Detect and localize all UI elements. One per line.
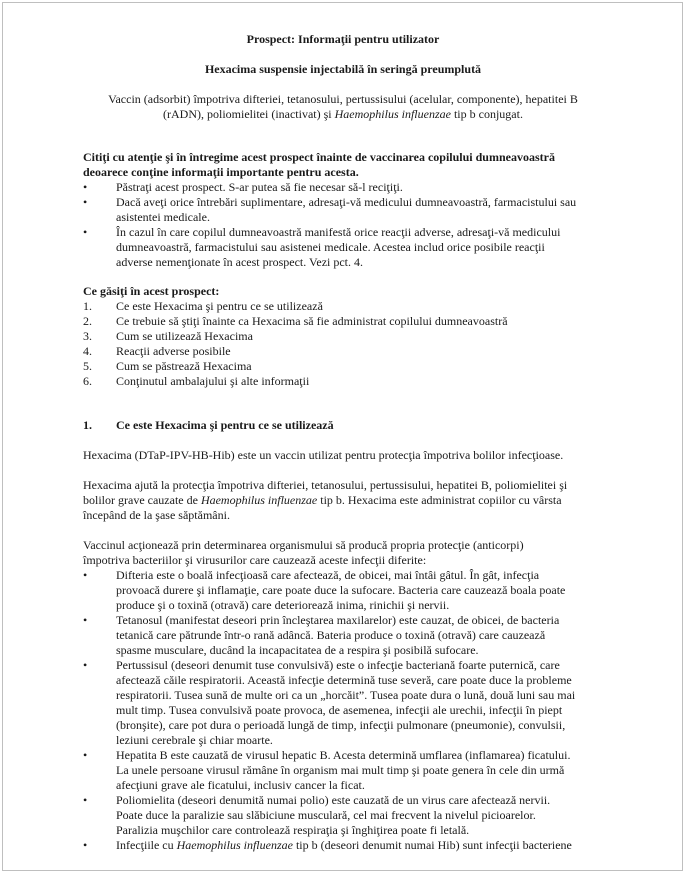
bullet-glyph: •: [83, 180, 88, 194]
page-title: Prospect: Informaţii pentru utilizator: [246, 32, 440, 46]
section-1-paragraph-2-line-1: Hexacima ajută la protecţia împotriva difteriei, tetanosului, pertussisului, hepatitei B, poliomielitei şi: [83, 478, 568, 492]
section-1-paragraph-3-line-1: Vaccinul acţionează prin determinarea organismului să producă propria protecţie (anticorpi): [83, 538, 524, 552]
description-line-2: (rADN), poliomielitei (inactivat) şi Haemophilus influenzae tip b conjugat.: [163, 107, 523, 121]
bullet-glyph: •: [83, 793, 88, 807]
bullet-glyph: •: [83, 613, 88, 627]
toc-heading: Ce găsiţi în acest prospect:: [83, 284, 220, 298]
bullet-glyph: •: [83, 748, 88, 762]
list-item-text: adverse nemenţionate în acest prospect. Vezi pct. 4.: [116, 255, 364, 269]
section-1-paragraph-2-line-2: bolilor grave cauzate de Haemophilus influenzae tip b. Hexacima este administrat copiilor cu vârsta: [83, 493, 562, 507]
section-1-paragraph-2-line-3: începând de la şase săptămâni.: [83, 508, 230, 522]
section-1-paragraph-1: Hexacima (DTaP-IPV-HB-Hib) este un vaccin utilizat pentru protecţia împotriva bolilor infecţioase.: [83, 448, 564, 462]
warning-line-2: deoarece conţine informaţii importante pentru acesta.: [83, 165, 359, 179]
bullet-glyph: •: [83, 225, 88, 239]
section-1-paragraph-3-line-2: împotriva bacteriilor şi virusurilor care cauzează aceste infecţii diferite:: [83, 553, 427, 567]
bullet-glyph: •: [83, 568, 88, 582]
description-line-1: Vaccin (adsorbit) împotriva difteriei, tetanosului, pertussisului (acelular, componente), hepatitei B: [108, 92, 578, 106]
list-item-text: dumneavoastră, farmacistului sau asistenei medicale. Acestea includ orice posibile reacţii: [116, 240, 545, 254]
bullet-glyph: •: [83, 838, 88, 852]
list-item-text: Păstraţi acest prospect. S-ar putea să fie necesar să-l reciţiţi.: [116, 180, 403, 194]
product-name: Hexacima suspensie injectabilă în seringă preumplută: [204, 62, 482, 76]
bullet-glyph: •: [83, 658, 88, 672]
warning-line-1: Citiţi cu atenţie şi în întregime acest prospect înainte de vaccinarea copilului dumneavoastră: [83, 150, 555, 164]
list-item-text: În cazul în care copilul dumneavoastră manifestă orice reacţii adverse, adresaţi-vă medicului: [116, 225, 561, 239]
list-item-text: asistentei medicale.: [116, 210, 210, 224]
bullet-glyph: •: [83, 195, 88, 209]
list-item-text: Dacă aveţi orice întrebări suplimentare, adresaţi-vă medicului dumneavoastră, farmacistului sau: [116, 195, 577, 209]
